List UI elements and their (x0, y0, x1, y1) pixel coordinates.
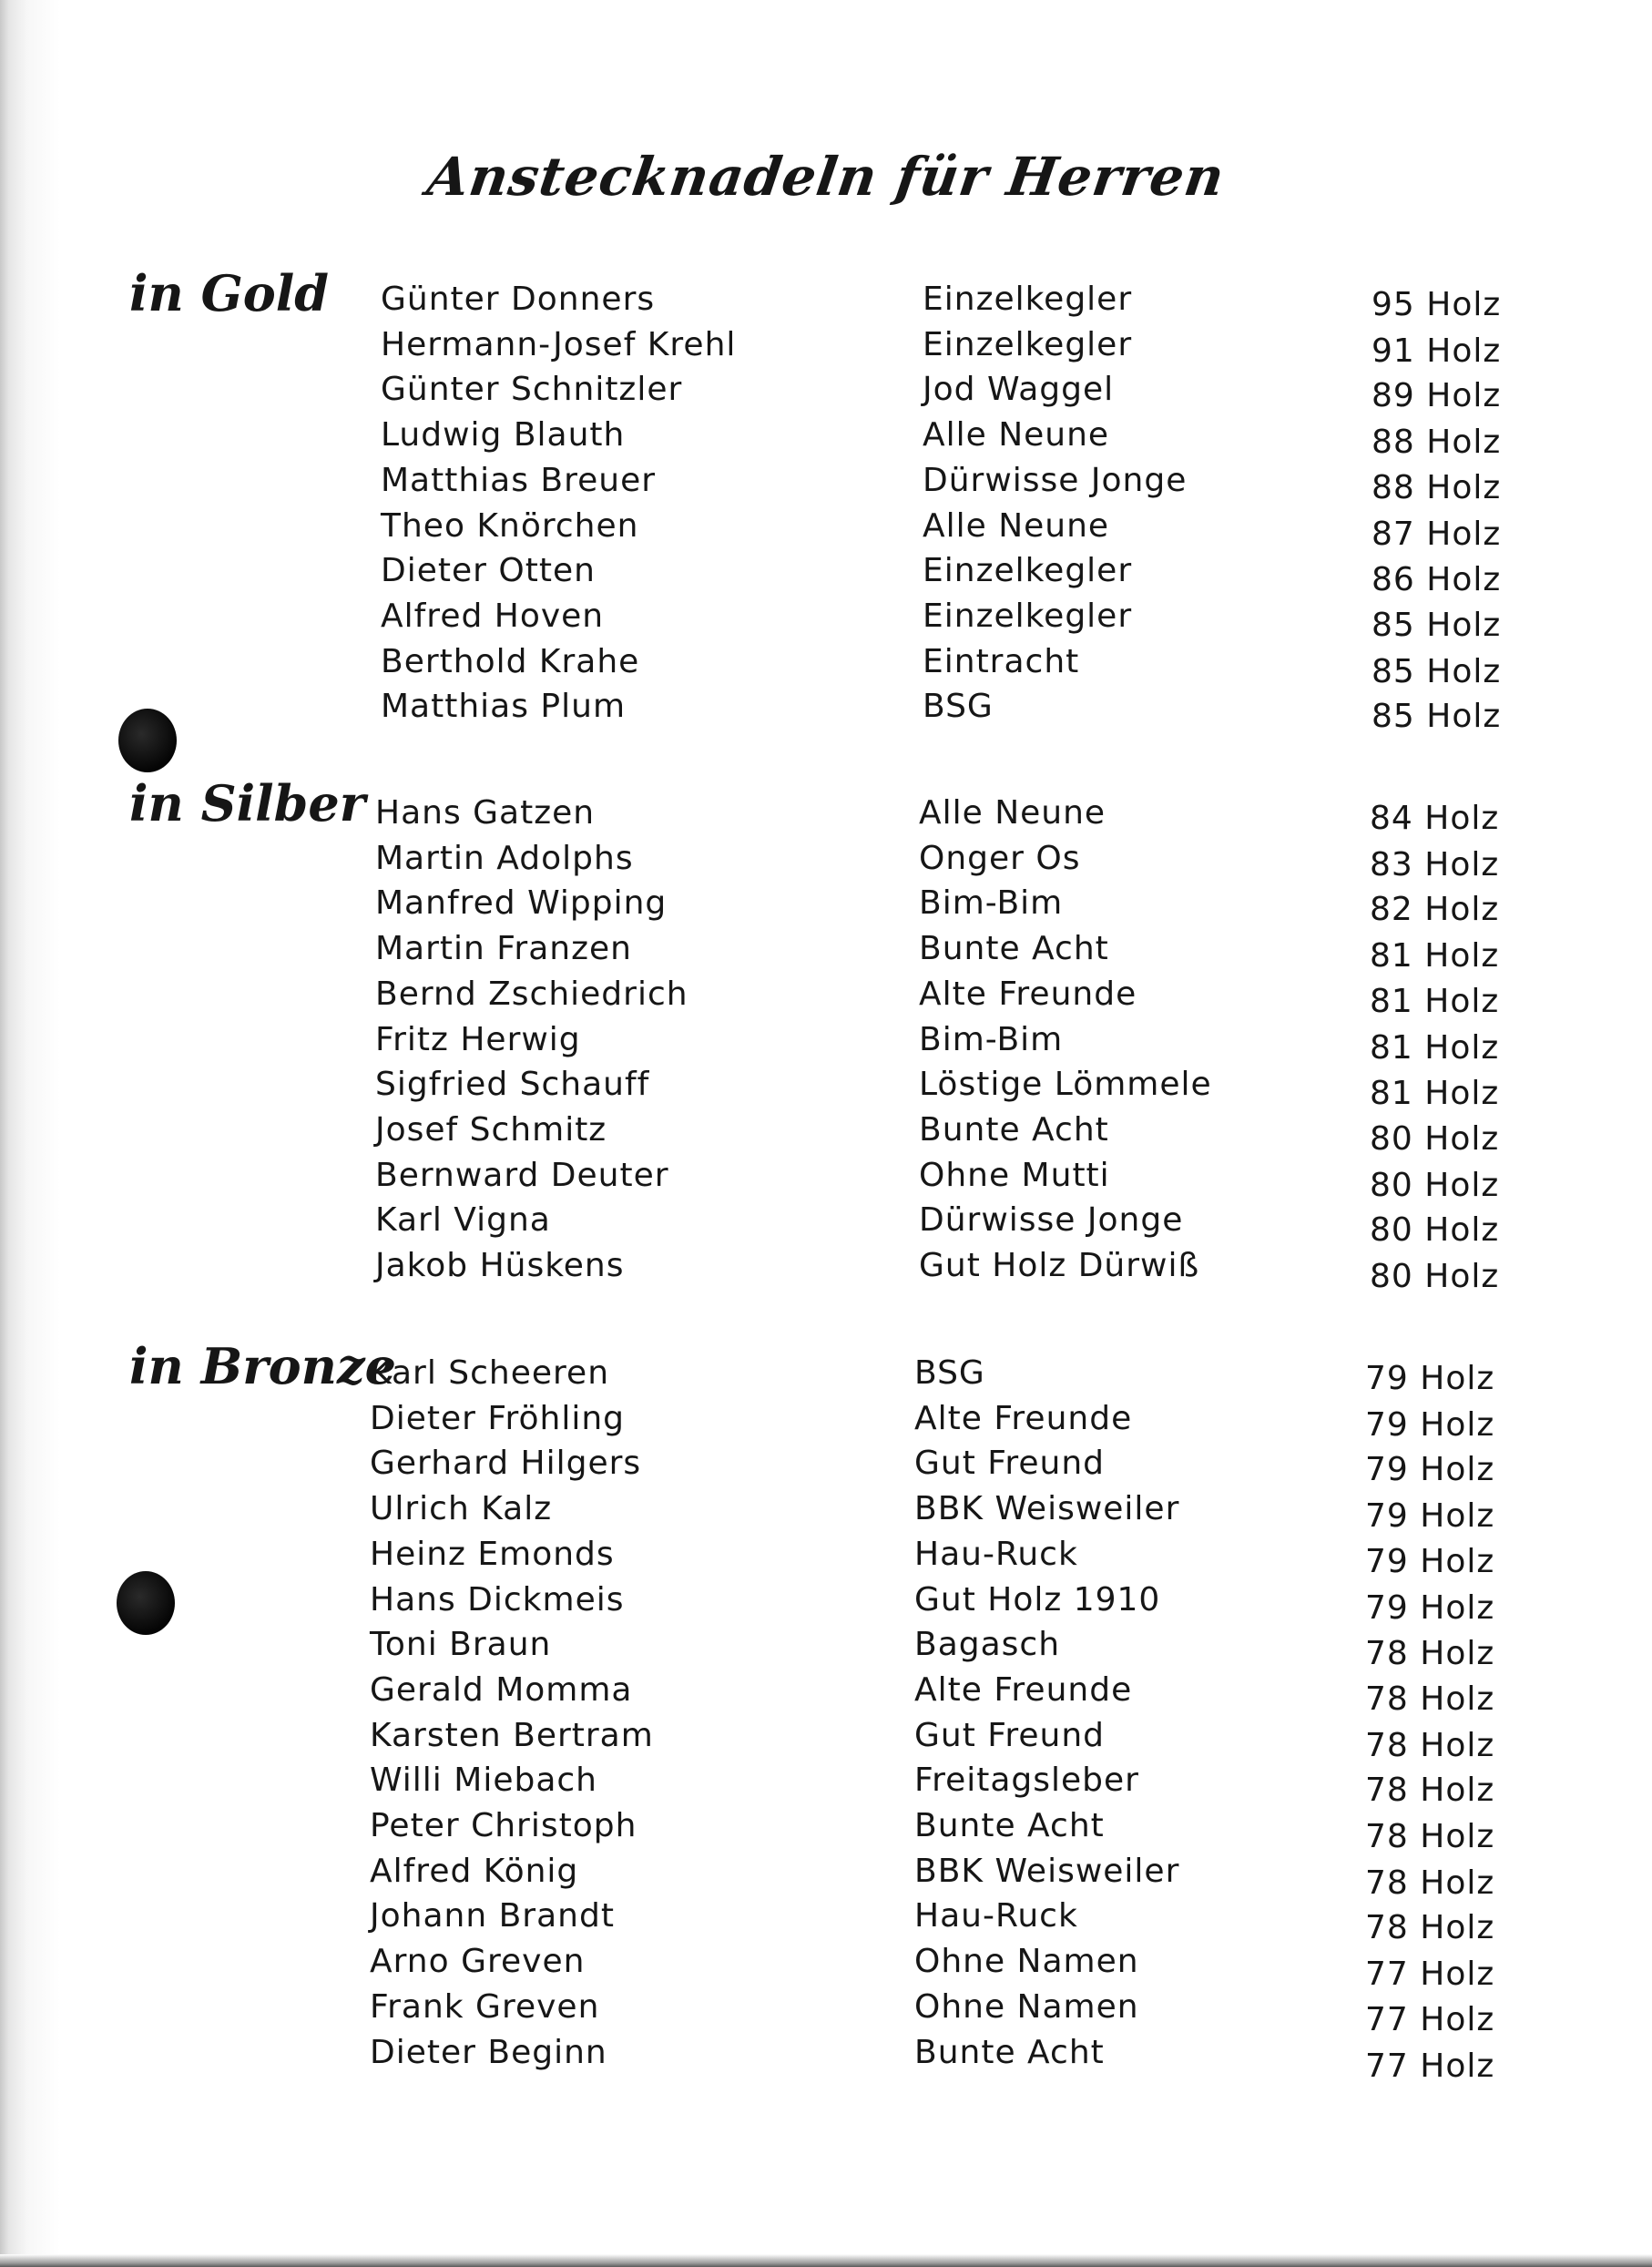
list-item (375, 1109, 1570, 1158)
club-name: Bagasch (914, 1626, 1061, 1663)
list-item (370, 1941, 1565, 1993)
member-name: Dieter Fröhling (370, 1400, 625, 1437)
club-name: Löstige Lömmele (919, 1066, 1212, 1103)
member-name: Willi Miebach (370, 1762, 597, 1799)
member-name: Johann Brandt (370, 1897, 615, 1935)
score-value: 79 Holz (1365, 1589, 1495, 1627)
club-name: Ohne Mutti (919, 1157, 1110, 1194)
score-value: 81 Holz (1370, 1075, 1500, 1112)
club-name: Bunte Acht (914, 2034, 1105, 2071)
member-name: Hans Gatzen (375, 794, 596, 832)
score-value: 80 Holz (1370, 1167, 1500, 1204)
list-item (381, 279, 1572, 321)
member-name: Berthold Krahe (381, 643, 640, 680)
member-name: Heinz Emonds (370, 1536, 615, 1573)
club-name: Dürwisse Jonge (919, 1201, 1184, 1239)
club-name: Gut Holz 1910 (914, 1581, 1161, 1619)
list-item (381, 641, 1572, 690)
member-name: Martin Adolphs (375, 840, 634, 877)
member-name: Bernd Zschiedrich (375, 975, 688, 1013)
list-item (381, 324, 1572, 370)
punch-hole-bottom (117, 1571, 175, 1635)
member-name: Karsten Bertram (370, 1717, 654, 1754)
section-label: in Silber (129, 774, 366, 832)
page-spine-shadow (0, 0, 60, 2267)
club-name: Einzelkegler (923, 326, 1133, 363)
member-name: Sigfried Schauff (375, 1066, 650, 1103)
club-name: BBK Weisweiler (914, 1853, 1180, 1890)
list-item (381, 686, 1572, 735)
club-name: Gut Holz Dürwiß (919, 1247, 1200, 1284)
list-item (370, 1398, 1565, 1444)
club-name: Hau-Ruck (914, 1897, 1078, 1935)
score-value: 78 Holz (1365, 1772, 1495, 1809)
club-name: Jod Waggel (923, 371, 1115, 408)
list-item (381, 460, 1572, 506)
list-item (370, 1986, 1565, 2038)
member-name: Peter Christoph (370, 1807, 637, 1844)
list-item (381, 596, 1572, 644)
list-item (370, 1353, 1565, 1397)
member-name: Arno Greven (370, 1943, 586, 1980)
score-value: 81 Holz (1370, 1029, 1500, 1067)
member-name: Bernward Deuter (375, 1157, 669, 1194)
club-name: BSG (914, 1354, 985, 1392)
member-name: Manfred Wipping (375, 884, 668, 922)
score-value: 77 Holz (1365, 1956, 1495, 1993)
list-item (370, 1579, 1565, 1627)
list-item (375, 928, 1570, 975)
score-value: 79 Holz (1365, 1543, 1495, 1580)
score-value: 78 Holz (1365, 1864, 1495, 1902)
page-title: Anstecknadeln für Herren (423, 146, 1229, 208)
list-item (381, 505, 1572, 553)
member-name: Alfred König (370, 1853, 579, 1890)
club-name: Gut Freund (914, 1717, 1106, 1754)
club-name: Hau-Ruck (914, 1536, 1078, 1573)
club-name: BBK Weisweiler (914, 1490, 1180, 1527)
page-bottom-edge (0, 2254, 1652, 2267)
club-name: Alte Freunde (919, 975, 1137, 1013)
member-name: Karl Vigna (375, 1201, 551, 1239)
member-name: Alfred Hoven (381, 597, 605, 635)
score-value: 79 Holz (1365, 1451, 1495, 1488)
score-value: 81 Holz (1370, 983, 1500, 1020)
list-item (370, 1624, 1565, 1672)
score-value: 95 Holz (1372, 286, 1502, 323)
list-item (375, 1245, 1570, 1295)
score-value: 87 Holz (1372, 516, 1502, 553)
score-value: 85 Holz (1372, 607, 1502, 644)
score-value: 79 Holz (1365, 1360, 1495, 1397)
score-value: 78 Holz (1365, 1909, 1495, 1946)
club-name: Ohne Namen (914, 1988, 1139, 2026)
club-name: Alle Neune (923, 416, 1110, 454)
list-item (370, 1715, 1565, 1764)
list-item (375, 1064, 1570, 1112)
list-item (370, 1760, 1565, 1809)
punch-hole-top (118, 709, 177, 772)
section-label: in Gold (129, 264, 329, 322)
club-name: Onger Os (919, 840, 1081, 877)
score-value: 82 Holz (1370, 891, 1500, 928)
member-name: Theo Knörchen (381, 507, 639, 545)
list-item (370, 1443, 1565, 1488)
score-value: 84 Holz (1370, 800, 1500, 837)
score-value: 80 Holz (1370, 1211, 1500, 1249)
score-value: 78 Holz (1365, 1818, 1495, 1855)
list-item (370, 1534, 1565, 1580)
score-value: 80 Holz (1370, 1120, 1500, 1158)
list-item (375, 1200, 1570, 1249)
club-name: Alle Neune (919, 794, 1106, 832)
member-name: Günter Donners (381, 281, 656, 318)
list-item (375, 1155, 1570, 1204)
score-value: 77 Holz (1365, 2001, 1495, 2038)
score-value: 83 Holz (1370, 846, 1500, 883)
list-item (375, 838, 1570, 883)
club-name: BSG (923, 688, 994, 725)
club-name: Bunte Acht (914, 1807, 1105, 1844)
club-name: Gut Freund (914, 1445, 1106, 1482)
list-item (370, 1895, 1565, 1946)
member-name: Karl Scheeren (370, 1354, 610, 1392)
member-name: Ludwig Blauth (381, 416, 626, 454)
score-value: 85 Holz (1372, 698, 1502, 735)
list-item (370, 1488, 1565, 1535)
club-name: Alte Freunde (914, 1400, 1133, 1437)
score-value: 85 Holz (1372, 653, 1502, 690)
member-name: Matthias Plum (381, 688, 627, 725)
list-item (375, 1019, 1570, 1067)
member-name: Gerhard Hilgers (370, 1445, 642, 1482)
club-name: Dürwisse Jonge (923, 462, 1188, 499)
list-item (370, 1670, 1565, 1718)
list-item (375, 792, 1570, 837)
club-name: Bim-Bim (919, 884, 1064, 922)
member-name: Frank Greven (370, 1988, 600, 2026)
club-name: Einzelkegler (923, 552, 1133, 589)
member-name: Gerald Momma (370, 1671, 633, 1709)
score-value: 88 Holz (1372, 424, 1502, 461)
member-name: Dieter Beginn (370, 2034, 607, 2071)
list-item (370, 2032, 1565, 2085)
club-name: Einzelkegler (923, 281, 1133, 318)
list-item (375, 974, 1570, 1020)
member-name: Toni Braun (370, 1626, 552, 1663)
score-value: 78 Holz (1365, 1680, 1495, 1718)
member-name: Hermann-Josef Krehl (381, 326, 737, 363)
member-name: Jakob Hüskens (375, 1247, 625, 1284)
section-label: in Bronze (129, 1337, 396, 1395)
member-name: Günter Schnitzler (381, 371, 683, 408)
club-name: Ohne Namen (914, 1943, 1139, 1980)
member-name: Dieter Otten (381, 552, 596, 589)
score-value: 78 Holz (1365, 1727, 1495, 1764)
member-name: Martin Franzen (375, 930, 632, 967)
list-item (370, 1851, 1565, 1902)
list-item (370, 1805, 1565, 1855)
score-value: 78 Holz (1365, 1635, 1495, 1672)
list-item (381, 550, 1572, 598)
score-value: 77 Holz (1365, 2047, 1495, 2085)
score-value: 88 Holz (1372, 469, 1502, 506)
club-name: Alle Neune (923, 507, 1110, 545)
list-item (381, 369, 1572, 414)
score-value: 86 Holz (1372, 561, 1502, 598)
score-value: 89 Holz (1372, 377, 1502, 414)
member-name: Josef Schmitz (375, 1111, 607, 1149)
score-value: 80 Holz (1370, 1258, 1500, 1295)
club-name: Bunte Acht (919, 930, 1109, 967)
member-name: Hans Dickmeis (370, 1581, 625, 1619)
club-name: Einzelkegler (923, 597, 1133, 635)
club-name: Bim-Bim (919, 1021, 1064, 1058)
score-value: 79 Holz (1365, 1406, 1495, 1444)
club-name: Eintracht (923, 643, 1080, 680)
club-name: Bunte Acht (919, 1111, 1109, 1149)
score-value: 81 Holz (1370, 937, 1500, 975)
score-value: 91 Holz (1372, 332, 1502, 370)
member-name: Ulrich Kalz (370, 1490, 553, 1527)
score-value: 79 Holz (1365, 1497, 1495, 1535)
club-name: Alte Freunde (914, 1671, 1133, 1709)
club-name: Freitagsleber (914, 1762, 1139, 1799)
member-name: Matthias Breuer (381, 462, 657, 499)
list-item (381, 414, 1572, 461)
member-name: Fritz Herwig (375, 1021, 581, 1058)
list-item (375, 883, 1570, 928)
